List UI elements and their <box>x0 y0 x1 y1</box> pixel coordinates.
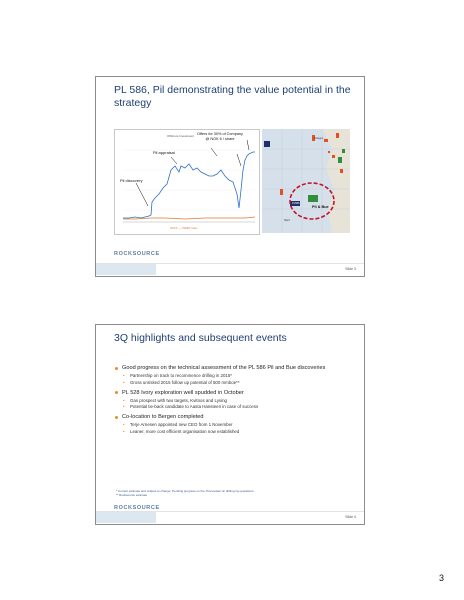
slide-number: Slide 3 <box>345 267 356 271</box>
map-label-draugen: Draugen <box>314 137 324 140</box>
licence-map <box>262 129 350 233</box>
annotation-pil-appraisal: Pil appraisal <box>153 150 175 155</box>
map-label-pil-bue: Pil & Bue <box>312 205 329 209</box>
chart-legend: ROCK — OSEBX Index <box>170 227 198 230</box>
slide-footer-bar <box>96 511 364 524</box>
highlight-item: • Potential tie-back candidate to Aasta Hansteen in case of success <box>114 404 354 409</box>
share-price-line <box>123 152 255 218</box>
slide-title: PL 586, Pil demonstrating the value potential in the strategy <box>114 84 351 109</box>
map-label-pl586: PL586 <box>292 202 300 205</box>
slide-2 <box>95 324 365 525</box>
slide-footer-bar <box>96 263 364 276</box>
highlight-item: • Terje Arnesen appointed new CEO from 1 November <box>114 422 354 427</box>
slide-title: 3Q highlights and subsequent events <box>114 332 287 344</box>
rocksource-logo: ROCKSOURCE <box>114 251 160 257</box>
highlight-heading: PL 528 Ivory exploration well spudded in October <box>114 390 354 396</box>
highlight-heading: Good progress on the technical assessment of the PL 586 Pil and Bue discoveries <box>114 365 354 371</box>
highlight-item: • Gas prospect with two targets, Kvitnos and Lysing <box>114 398 354 403</box>
map-label-njord: Njord <box>284 219 290 222</box>
highlight-group-3 <box>114 414 354 434</box>
offer-line-1: Offers for 30% of Company <box>197 132 243 136</box>
svg-text:·: · <box>123 226 124 228</box>
rocksource-logo: ROCKSOURCE <box>114 505 160 511</box>
slide-1 <box>95 76 365 277</box>
highlights-list <box>114 365 354 439</box>
chart-offer-note <box>197 132 243 141</box>
highlight-group-1 <box>114 365 354 385</box>
highlight-item: • Leaner, more cost efficient organisation now established <box>114 429 354 434</box>
highlight-heading: Co-location to Bergen completed <box>114 414 354 420</box>
map-svg <box>262 129 350 233</box>
footnotes <box>116 489 254 497</box>
offer-line-2: @ NOK 6 / share <box>205 136 235 141</box>
footer-band <box>96 264 156 275</box>
share-price-chart <box>114 129 260 235</box>
footnote-1: * Current estimate and subject to change. Pending progress on the Thorvausen lic drilling rig operations. <box>116 489 255 493</box>
annotation-pil-discovery: Pil discovery <box>120 178 143 183</box>
footer-band <box>96 512 156 523</box>
highlight-item: • Partnership on track to recommence drilling in 2015* <box>114 373 354 378</box>
slide-number: Slide 4 <box>345 515 356 519</box>
highlight-item: • Gross unrisked 2015 follow up potential of 500 mmboe** <box>114 380 354 385</box>
chart-small-header: Offshore Investment <box>167 134 194 138</box>
highlight-group-2 <box>114 390 354 410</box>
footnote-2: ** Rocksource estimate <box>116 493 148 497</box>
page-number: 3 <box>439 573 445 583</box>
